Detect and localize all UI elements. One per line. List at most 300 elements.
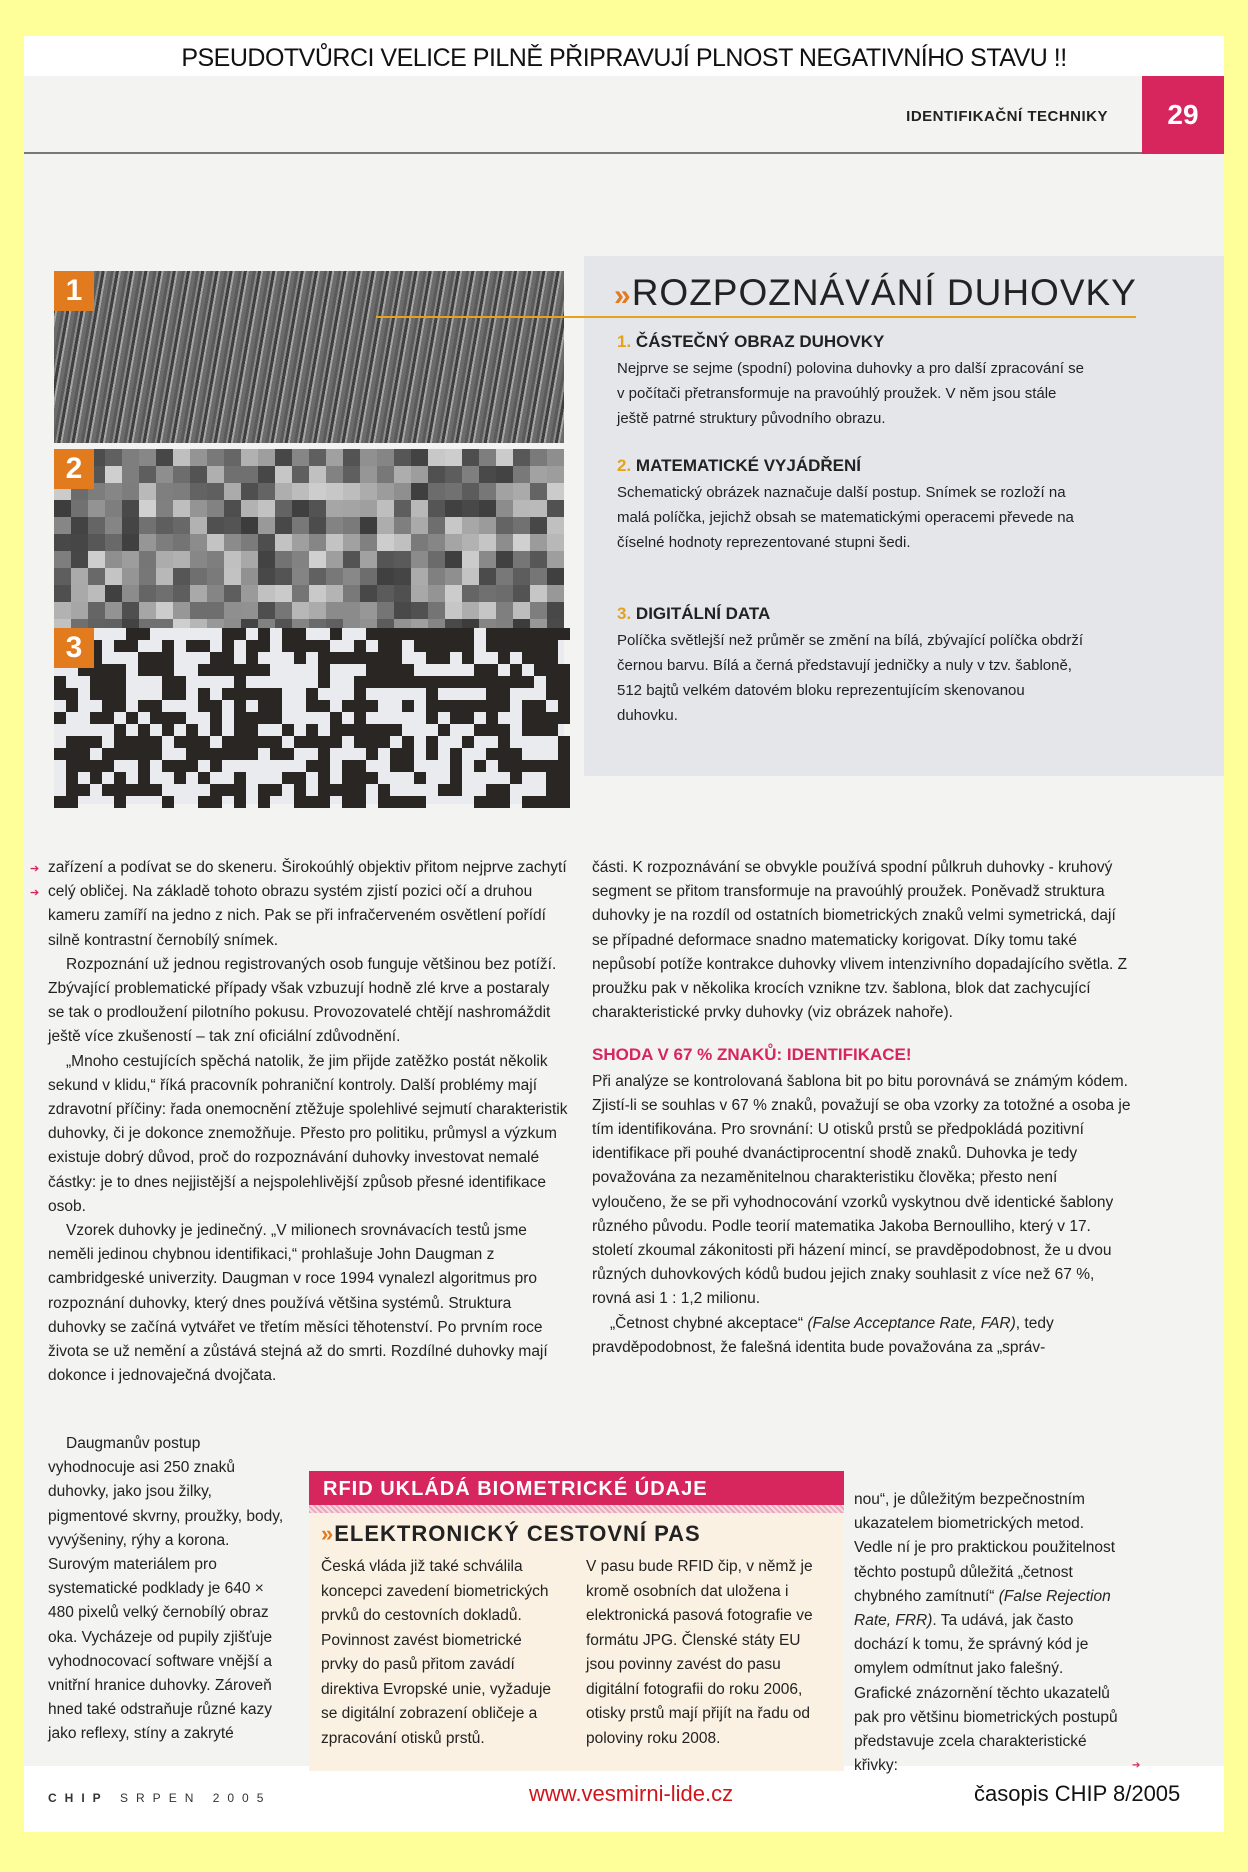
bit-cell — [294, 652, 306, 664]
bit-cell — [486, 628, 498, 640]
bit-cell — [474, 700, 486, 712]
bit-cell — [522, 724, 534, 736]
pixel-cell — [377, 449, 394, 466]
pixel-cell — [275, 602, 292, 619]
bit-cell — [486, 796, 498, 808]
pixel-cell — [428, 534, 445, 551]
pixel-cell — [292, 602, 309, 619]
bit-cell — [318, 760, 330, 772]
pixel-cell — [496, 500, 513, 517]
bit-cell — [450, 676, 462, 688]
pixel-cell — [105, 500, 122, 517]
bit-cell — [66, 736, 78, 748]
pixel-cell — [224, 534, 241, 551]
pixel-cell — [326, 483, 343, 500]
bit-cell — [186, 748, 198, 760]
bit-cell — [510, 664, 522, 676]
pixel-cell — [428, 500, 445, 517]
pixel-cell — [394, 585, 411, 602]
bit-cell — [318, 796, 330, 808]
bit-cell — [498, 688, 510, 700]
pixel-cell — [207, 483, 224, 500]
pixel-cell — [292, 585, 309, 602]
pixel-cell — [513, 534, 530, 551]
step-badge: 1 — [54, 271, 94, 311]
bit-cell — [90, 688, 102, 700]
bit-cell — [78, 736, 90, 748]
source-caption: časopis CHIP 8/2005 — [974, 1781, 1181, 1806]
text-run-italic: (False Acceptance Rate, FAR) — [807, 1314, 1016, 1332]
magazine-name: CHIP — [48, 1791, 109, 1805]
bit-cell — [234, 664, 246, 676]
bit-cell — [114, 772, 126, 784]
pixel-cell — [530, 483, 547, 500]
pixel-cell — [156, 517, 173, 534]
pixel-cell — [241, 449, 258, 466]
bit-cell — [474, 724, 486, 736]
bit-cell — [450, 784, 462, 796]
pixel-cell — [88, 585, 105, 602]
bit-cell — [306, 724, 318, 736]
bit-cell — [342, 652, 354, 664]
step-3 — [617, 602, 1087, 728]
pixel-cell — [445, 602, 462, 619]
bit-cell — [114, 664, 126, 676]
pixel-cell — [326, 602, 343, 619]
bit-cell — [354, 724, 366, 736]
pixel-cell — [428, 568, 445, 585]
pixel-cell — [445, 483, 462, 500]
pixel-cell — [190, 449, 207, 466]
pixel-cell — [258, 483, 275, 500]
bit-cell — [282, 640, 294, 652]
pixel-cell — [377, 500, 394, 517]
step-text: Políčka světlejší než průměr se změní na bílá, zbývající políčka obdrží černou barvu. Bílá a černá představují jedničky a nuly v tzv. šabloně, 512 bajtů velkém datovém bloku reprezentujícím skenovanou duhovku. — [617, 632, 1084, 724]
bit-cell — [198, 736, 210, 748]
pixel-cell — [207, 500, 224, 517]
bit-cell — [198, 772, 210, 784]
bit-cell — [138, 628, 150, 640]
rfid-box-title — [321, 1521, 844, 1547]
bit-cell — [210, 712, 222, 724]
right-column — [592, 856, 1132, 1360]
pixel-cell — [326, 551, 343, 568]
bit-cell — [114, 640, 126, 652]
bit-cell — [354, 760, 366, 772]
bit-cell — [246, 640, 258, 652]
pixel-cell — [173, 466, 190, 483]
pixel-cell — [275, 483, 292, 500]
website-link[interactable]: www.vesmirni-lide.cz — [529, 1781, 734, 1806]
bit-cell — [342, 784, 354, 796]
bit-cell — [234, 772, 246, 784]
bit-cell — [534, 664, 546, 676]
pixel-cell — [173, 602, 190, 619]
pixel-cell — [394, 500, 411, 517]
pixel-cell — [496, 585, 513, 602]
bit-cell — [306, 688, 318, 700]
bit-cell — [78, 784, 90, 796]
bit-cell — [546, 652, 558, 664]
bit-cell — [534, 796, 546, 808]
pixel-cell — [173, 585, 190, 602]
header-rule — [24, 152, 1152, 154]
bit-cell — [438, 700, 450, 712]
left-column-narrow — [48, 1432, 290, 1747]
pixel-cell — [258, 534, 275, 551]
bit-cell — [414, 628, 426, 640]
step-text: Nejprve se sejme (spodní) polovina duhovky a pro další zpracování se v počítači přetransformuje na pravoúhlý proužek. V něm jsou stále ještě patrné struktury původního obrazu. — [617, 360, 1084, 427]
pixel-cell — [547, 500, 564, 517]
bit-cell — [102, 760, 114, 772]
bit-cell — [402, 676, 414, 688]
pixel-cell — [241, 483, 258, 500]
bit-cell — [138, 760, 150, 772]
pixel-cell — [343, 517, 360, 534]
pixel-cell — [207, 585, 224, 602]
bit-cell — [486, 748, 498, 760]
bit-cell — [138, 772, 150, 784]
bit-cell — [234, 748, 246, 760]
issue-label: SRPEN 2005 — [120, 1791, 272, 1805]
pixel-cell — [411, 466, 428, 483]
iris-pixelated-image — [54, 449, 564, 621]
bit-cell — [318, 784, 330, 796]
pixel-cell — [479, 602, 496, 619]
text-run-italic: (False Rejection Rate, FRR) — [854, 1587, 1111, 1630]
pixel-cell — [377, 517, 394, 534]
bit-cell — [342, 796, 354, 808]
pixel-cell — [547, 466, 564, 483]
bit-cell — [330, 628, 342, 640]
bit-cell — [162, 688, 174, 700]
bit-cell — [354, 676, 366, 688]
bit-cell — [498, 724, 510, 736]
bit-cell — [150, 664, 162, 676]
bit-cell — [306, 796, 318, 808]
pixel-cell — [122, 551, 139, 568]
pixel-cell — [241, 568, 258, 585]
bit-cell — [306, 736, 318, 748]
pixel-cell — [411, 551, 428, 568]
pixel-cell — [190, 483, 207, 500]
bit-cell — [522, 796, 534, 808]
pixel-cell — [122, 517, 139, 534]
pixel-cell — [326, 500, 343, 517]
bit-cell — [498, 628, 510, 640]
paragraph — [592, 1312, 1132, 1360]
bit-cell — [522, 628, 534, 640]
pixel-cell — [224, 466, 241, 483]
pixel-cell — [360, 466, 377, 483]
pixel-cell — [139, 449, 156, 466]
pixel-cell — [309, 449, 326, 466]
pixel-cell — [241, 534, 258, 551]
pixel-cell — [343, 483, 360, 500]
bit-cell — [426, 700, 438, 712]
bit-cell — [330, 724, 342, 736]
pixel-cell — [292, 568, 309, 585]
pixel-cell — [173, 534, 190, 551]
pixel-cell — [71, 602, 88, 619]
bit-cell — [510, 748, 522, 760]
bit-cell — [258, 688, 270, 700]
pixel-cell — [513, 602, 530, 619]
paragraph — [854, 1488, 1124, 1778]
pixel-cell — [479, 585, 496, 602]
bit-cell — [162, 652, 174, 664]
bit-cell — [342, 772, 354, 784]
pixel-cell — [190, 602, 207, 619]
pixel-cell — [139, 500, 156, 517]
bit-cell — [330, 712, 342, 724]
pixel-cell — [139, 483, 156, 500]
bit-cell — [462, 640, 474, 652]
bit-cell — [378, 784, 390, 796]
pixel-cell — [156, 449, 173, 466]
page-footer — [48, 1791, 271, 1805]
pixel-cell — [122, 585, 139, 602]
pixel-cell — [445, 534, 462, 551]
bit-cell — [534, 628, 546, 640]
pixel-cell — [156, 500, 173, 517]
pixel-cell — [241, 466, 258, 483]
pixel-cell — [462, 585, 479, 602]
bit-cell — [234, 712, 246, 724]
pixel-cell — [292, 534, 309, 551]
bit-cell — [474, 676, 486, 688]
bit-cell — [270, 712, 282, 724]
bit-cell — [450, 748, 462, 760]
pixel-cell — [224, 551, 241, 568]
pixel-cell — [377, 483, 394, 500]
bit-cell — [378, 724, 390, 736]
bit-cell — [402, 628, 414, 640]
text-run: . Ta udává, jak často dochází k tomu, že správný kód je omylem odmítnut jako falešný. Grafické znázornění těchto ukazatelů pak pro většinu biometrických postupů představuje zcela charakteristické křivky: — [854, 1612, 1118, 1775]
pixel-cell — [343, 449, 360, 466]
pixel-cell — [326, 568, 343, 585]
bit-cell — [438, 640, 450, 652]
pixel-cell — [496, 568, 513, 585]
bit-cell — [486, 712, 498, 724]
step-text: Schematický obrázek naznačuje další postup. Snímek se rozloží na malá políčka, jejichž obsah se matematickými operacemi převede na číselné hodnoty reprezentované stupni šedi. — [617, 484, 1074, 551]
bit-cell — [426, 652, 438, 664]
pixel-cell — [173, 500, 190, 517]
pixel-cell — [207, 568, 224, 585]
pixel-cell — [258, 466, 275, 483]
bit-cell — [474, 664, 486, 676]
bit-cell — [282, 772, 294, 784]
bit-cell — [510, 760, 522, 772]
pixel-cell — [530, 534, 547, 551]
bit-cell — [102, 664, 114, 676]
pixel-cell — [139, 534, 156, 551]
section-label: IDENTIFIKAČNÍ TECHNIKY — [906, 108, 1108, 125]
bit-cell — [390, 760, 402, 772]
step-number: 1. — [617, 332, 632, 351]
pixel-cell — [139, 517, 156, 534]
continuation-arrow-icon: ➔ — [1132, 1760, 1141, 1771]
pixel-cell — [343, 551, 360, 568]
bit-cell — [294, 640, 306, 652]
pixel-cell — [411, 602, 428, 619]
bit-cell — [174, 772, 186, 784]
pixel-cell — [343, 585, 360, 602]
bit-cell — [294, 772, 306, 784]
bit-cell — [414, 676, 426, 688]
bit-cell — [486, 676, 498, 688]
pixel-cell — [547, 517, 564, 534]
bit-cell — [102, 712, 114, 724]
pixel-cell — [258, 568, 275, 585]
bit-cell — [378, 664, 390, 676]
pixel-cell — [139, 602, 156, 619]
bit-cell — [198, 700, 210, 712]
pixel-cell — [139, 466, 156, 483]
bit-cell — [390, 724, 402, 736]
bit-cell — [222, 664, 234, 676]
bit-cell — [342, 724, 354, 736]
bit-cell — [534, 700, 546, 712]
page-sheet — [24, 36, 1224, 1832]
bit-cell — [294, 628, 306, 640]
bit-cell — [318, 736, 330, 748]
pixel-cell — [343, 568, 360, 585]
pixel-cell — [105, 517, 122, 534]
bit-cell — [282, 748, 294, 760]
bit-cell — [66, 748, 78, 760]
bit-cell — [270, 700, 282, 712]
pixel-cell — [530, 500, 547, 517]
pixel-cell — [462, 517, 479, 534]
pixel-cell — [428, 585, 445, 602]
pixel-cell — [496, 551, 513, 568]
bit-cell — [390, 640, 402, 652]
pixel-cell — [54, 517, 71, 534]
rfid-box-stripe — [309, 1505, 844, 1513]
bit-cell — [318, 664, 330, 676]
pixel-cell — [513, 517, 530, 534]
pixel-cell — [156, 534, 173, 551]
pixel-cell — [241, 551, 258, 568]
pixel-cell — [513, 449, 530, 466]
bit-cell — [354, 652, 366, 664]
bit-cell — [510, 772, 522, 784]
bit-cell — [246, 652, 258, 664]
subheading: SHODA V 67 % ZNAKŮ: IDENTIFIKACE! — [592, 1045, 912, 1065]
pixel-cell — [122, 568, 139, 585]
bit-cell — [114, 724, 126, 736]
pixel-cell — [88, 517, 105, 534]
bit-cell — [174, 736, 186, 748]
bit-cell — [462, 700, 474, 712]
bit-cell — [330, 736, 342, 748]
paragraph: Vzorek duhovky je jedinečný. „V milionech srovnávacích testů jsme neměli jedinou chybnou identifikaci,“ prohlašuje John Daugman z cambridgeské univerzity. Daugman v roce 1994 vynalezl algoritmus pro rozpoznání duhovky, který dnes používá většina systémů. Struktura duhovky se začíná vytvářet ve třetím měsíci těhotenství. Po prvním roce života se už nemění a zůstává stejná až do smrti. Rozdílné duhovky mají dokonce i jednovaječná dvojčata. — [48, 1222, 548, 1385]
pixel-cell — [207, 517, 224, 534]
continuation-arrow-icon: ➔ — [30, 863, 40, 875]
bit-cell — [318, 640, 330, 652]
rfid-sidebar-box — [309, 1471, 844, 1771]
pixel-cell — [394, 466, 411, 483]
bit-cell — [126, 784, 138, 796]
paragraph: zařízení a podívat se do skeneru. Širokoúhlý objektiv přitom nejprve zachytí celý obličej. Na základě tohoto obrazu systém zjistí pozici očí a druhou kameru zamíří na jedno z nich. Pak se při infračerveném osvětlení pořídí silně kontrastní černobílý snímek. — [48, 859, 567, 949]
bit-cell — [90, 772, 102, 784]
pixel-cell — [513, 585, 530, 602]
pixel-cell — [105, 568, 122, 585]
text-run: „Četnost chybné akceptace“ — [610, 1314, 808, 1332]
bit-cell — [54, 796, 66, 808]
pixel-cell — [377, 568, 394, 585]
bit-cell — [114, 676, 126, 688]
pixel-cell — [479, 568, 496, 585]
bit-cell — [66, 784, 78, 796]
pixel-cell — [462, 483, 479, 500]
bit-cell — [522, 652, 534, 664]
bit-cell — [66, 796, 78, 808]
pixel-cell — [258, 551, 275, 568]
pixel-cell — [54, 534, 71, 551]
pixel-cell — [462, 500, 479, 517]
bit-cell — [546, 796, 558, 808]
pixel-cell — [411, 568, 428, 585]
pixel-cell — [394, 534, 411, 551]
pixel-cell — [394, 602, 411, 619]
pixel-cell — [139, 551, 156, 568]
bit-cell — [294, 784, 306, 796]
bit-cell — [546, 628, 558, 640]
bit-cell — [210, 724, 222, 736]
bit-cell — [198, 796, 210, 808]
bit-cell — [246, 712, 258, 724]
pixel-cell — [122, 602, 139, 619]
pixel-cell — [190, 500, 207, 517]
pixel-cell — [445, 500, 462, 517]
pixel-cell — [105, 483, 122, 500]
bit-cell — [174, 676, 186, 688]
bit-cell — [402, 748, 414, 760]
pixel-cell — [496, 449, 513, 466]
bit-cell — [210, 700, 222, 712]
pixel-cell — [343, 500, 360, 517]
bit-cell — [558, 676, 570, 688]
pixel-cell — [343, 466, 360, 483]
pixel-cell — [190, 517, 207, 534]
pixel-cell — [377, 602, 394, 619]
bit-cell — [522, 700, 534, 712]
text-run: , tedy pravděpodobnost, že falešná identita bude považována za „správ- — [592, 1314, 1054, 1356]
bit-cell — [450, 760, 462, 772]
pixel-cell — [360, 517, 377, 534]
pixel-cell — [173, 568, 190, 585]
bit-cell — [534, 724, 546, 736]
pixel-cell — [309, 568, 326, 585]
bit-cell — [426, 736, 438, 748]
bit-cell — [438, 676, 450, 688]
bit-cell — [246, 736, 258, 748]
bit-cell — [354, 688, 366, 700]
bit-cell — [294, 796, 306, 808]
bit-cell — [522, 640, 534, 652]
text-run: nou“, je důležitým bezpečnostním ukazatelem biometrických metod. Vedle ní je pro praktickou použitelnost těchto postupů důležitá „četnost chybného zamítnutí“ — [854, 1491, 1116, 1605]
bit-cell — [558, 748, 570, 760]
pixel-cell — [190, 534, 207, 551]
bit-cell — [546, 676, 558, 688]
pixel-cell — [547, 602, 564, 619]
bit-cell — [138, 784, 150, 796]
bit-cell — [114, 784, 126, 796]
pixel-cell — [411, 585, 428, 602]
bit-cell — [174, 688, 186, 700]
